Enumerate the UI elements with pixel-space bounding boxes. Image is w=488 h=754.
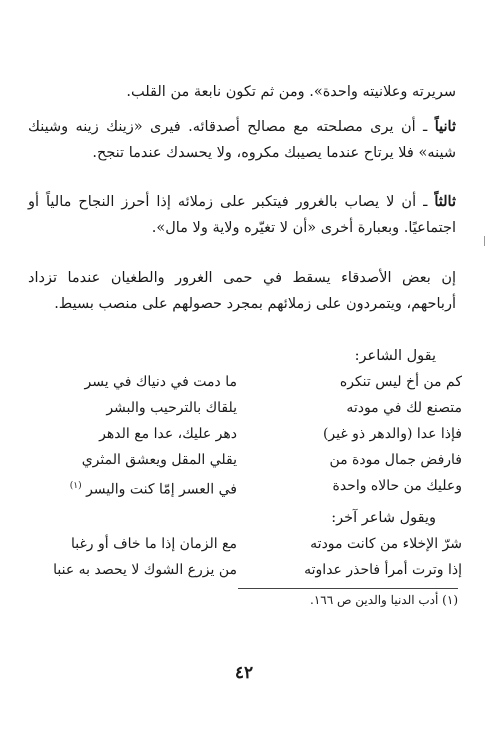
paragraph-2-text: ـ أن يرى مصلحته مع مصالح أصدقائه. فيرى «زينك زينه وشينك شينه» فلا يرتاح عندما يصيبك مكروه، ولا يحسدك عندما تنجح. (28, 119, 456, 161)
verse-first-half: إذا وترت أمرأ فاحذر عداوته (304, 562, 462, 578)
verse-second-half: ما دمت في دنياك في يسر (84, 374, 237, 390)
verse-text: في العسر إمّا كنت واليسر (86, 481, 237, 498)
verse-second-half: من يزرع الشوك لا يحصد به عنبا (53, 562, 237, 578)
paragraph-4: إن بعض الأصدقاء يسقط في حمى الغرور والطغيان عندما تزداد أرباحهم، ويتمردون على زملائهم بمجرد حصولهم على منصب بسيط. (28, 270, 456, 312)
poem-2-verse (22, 531, 462, 557)
poem-2-intro: ويقول شاعر آخر: (331, 510, 436, 526)
poem-1-intro: يقول الشاعر: (354, 348, 436, 364)
verse-first-half: كم من أخ ليس تنكره (339, 374, 462, 390)
poem-1-verse (22, 473, 462, 499)
verse-first-half: فإذا عدا (والدهر ذو غير) (322, 426, 462, 442)
verse-first-half: متصنع لك في مودته (346, 400, 462, 416)
poem-2 (22, 505, 462, 583)
paragraph-3 (28, 189, 456, 241)
verse-second-half: يقلي المقل ويعشق المثري (81, 452, 237, 468)
verse-second-half: مع الزمان إذا ما خاف أو رغبا (70, 536, 237, 552)
poem-1-verse (22, 447, 462, 473)
footnote-marker: (١) (69, 481, 82, 491)
verse-second-half (22, 473, 237, 503)
page-number: ٤٢ (234, 663, 254, 683)
poem-2-verse (22, 557, 462, 583)
footnote-divider (238, 588, 458, 589)
verse-first-half: شرّ الإخلاء من كانت مودته (310, 536, 462, 552)
paragraph-1: سريرته وعلانيته واحدة». ومن ثم تكون نابعة من القلب. (126, 84, 456, 100)
paragraph-2 (28, 114, 456, 166)
footnote: (١) أدب الدنيا والدين ص ١٦٦. (309, 593, 458, 607)
verse-second-half: دهر عليك، عدا مع الدهر (99, 426, 237, 442)
verse-first-half: فارفض جمال مودة من (329, 452, 462, 468)
paragraph-3-lead: ثالثاً (434, 193, 456, 210)
verse-second-half: يلقاك بالترحيب والبشر (106, 400, 237, 416)
paragraph-3-text: ـ أن لا يصاب بالغرور فيتكبر على زملائه إذا أحرز النجاح مالياً أو اجتماعيًا. وبعبارة أخرى «أن لا تغيّره ولاية ولا مال». (28, 194, 456, 236)
paragraph-2-lead: ثانياً (434, 118, 456, 135)
poem-1-verse (22, 369, 462, 395)
verse-first-half: وعليك من حالاه واحدة (332, 478, 462, 494)
margin-mark (484, 236, 485, 246)
poem-1 (22, 343, 462, 499)
poem-1-verse (22, 421, 462, 447)
poem-1-verse (22, 395, 462, 421)
